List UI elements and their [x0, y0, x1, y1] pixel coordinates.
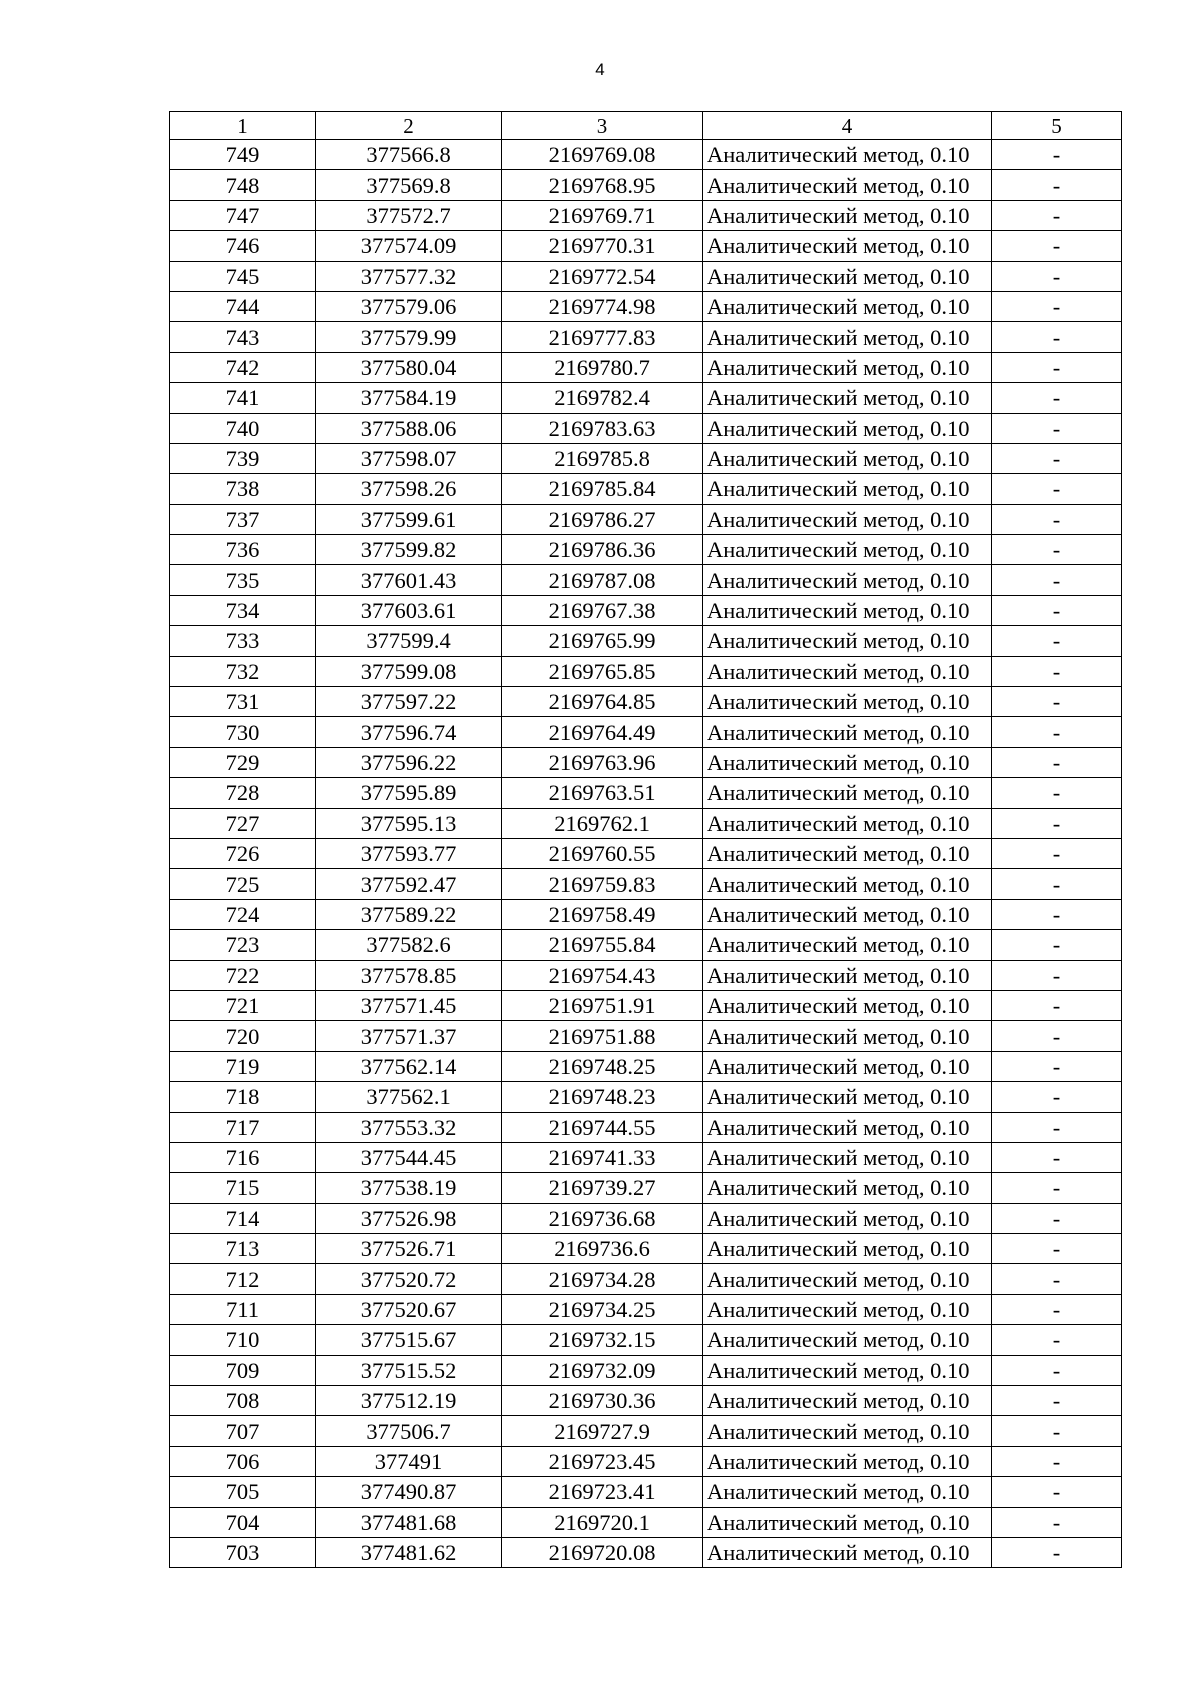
table-row: [170, 1386, 1122, 1416]
point-number-cell: 747: [170, 200, 316, 230]
x-coordinate-cell: 377588.06: [316, 413, 502, 443]
x-coordinate-cell: 377515.52: [316, 1355, 502, 1385]
y-coordinate-cell: 2169730.36: [502, 1386, 703, 1416]
table-row: [170, 1446, 1122, 1476]
description-cell: -: [992, 1051, 1122, 1081]
description-cell: -: [992, 1446, 1122, 1476]
y-coordinate-cell: 2169785.8: [502, 443, 703, 473]
point-number-cell: 712: [170, 1264, 316, 1294]
description-cell: -: [992, 261, 1122, 291]
description-cell: -: [992, 352, 1122, 382]
description-cell: -: [992, 231, 1122, 261]
y-coordinate-cell: 2169744.55: [502, 1112, 703, 1142]
table-row: [170, 1142, 1122, 1172]
method-accuracy-cell: Аналитический метод, 0.10: [703, 626, 992, 656]
table-row: [170, 1355, 1122, 1385]
point-number-cell: 722: [170, 960, 316, 990]
header-cell-1: 1: [170, 112, 316, 140]
y-coordinate-cell: 2169736.6: [502, 1234, 703, 1264]
x-coordinate-cell: 377562.1: [316, 1082, 502, 1112]
table-row: [170, 747, 1122, 777]
method-accuracy-cell: Аналитический метод, 0.10: [703, 595, 992, 625]
y-coordinate-cell: 2169770.31: [502, 231, 703, 261]
method-accuracy-cell: Аналитический метод, 0.10: [703, 1477, 992, 1507]
method-accuracy-cell: Аналитический метод, 0.10: [703, 687, 992, 717]
table-row: [170, 413, 1122, 443]
table-row: [170, 990, 1122, 1020]
y-coordinate-cell: 2169732.09: [502, 1355, 703, 1385]
x-coordinate-cell: 377538.19: [316, 1173, 502, 1203]
x-coordinate-cell: 377601.43: [316, 565, 502, 595]
y-coordinate-cell: 2169762.1: [502, 808, 703, 838]
table-row: [170, 626, 1122, 656]
x-coordinate-cell: 377520.67: [316, 1294, 502, 1324]
point-number-cell: 703: [170, 1537, 316, 1567]
method-accuracy-cell: Аналитический метод, 0.10: [703, 1173, 992, 1203]
x-coordinate-cell: 377597.22: [316, 687, 502, 717]
description-cell: -: [992, 930, 1122, 960]
point-number-cell: 749: [170, 140, 316, 170]
table-row: [170, 383, 1122, 413]
table-row: [170, 717, 1122, 747]
method-accuracy-cell: Аналитический метод, 0.10: [703, 170, 992, 200]
table-row: [170, 1051, 1122, 1081]
description-cell: -: [992, 1355, 1122, 1385]
y-coordinate-cell: 2169760.55: [502, 838, 703, 868]
description-cell: -: [992, 1021, 1122, 1051]
description-cell: -: [992, 1416, 1122, 1446]
y-coordinate-cell: 2169786.36: [502, 535, 703, 565]
description-cell: -: [992, 1507, 1122, 1537]
x-coordinate-cell: 377481.62: [316, 1537, 502, 1567]
x-coordinate-cell: 377571.45: [316, 990, 502, 1020]
x-coordinate-cell: 377574.09: [316, 231, 502, 261]
description-cell: -: [992, 383, 1122, 413]
table-row: [170, 474, 1122, 504]
point-number-cell: 731: [170, 687, 316, 717]
table-row: [170, 595, 1122, 625]
method-accuracy-cell: Аналитический метод, 0.10: [703, 747, 992, 777]
table-row: [170, 1112, 1122, 1142]
header-cell-4: 4: [703, 112, 992, 140]
y-coordinate-cell: 2169786.27: [502, 504, 703, 534]
table-row: [170, 869, 1122, 899]
table-body: [170, 140, 1122, 1568]
method-accuracy-cell: Аналитический метод, 0.10: [703, 1416, 992, 1446]
description-cell: -: [992, 1477, 1122, 1507]
description-cell: -: [992, 595, 1122, 625]
method-accuracy-cell: Аналитический метод, 0.10: [703, 443, 992, 473]
y-coordinate-cell: 2169782.4: [502, 383, 703, 413]
table-row: [170, 960, 1122, 990]
description-cell: -: [992, 322, 1122, 352]
point-number-cell: 746: [170, 231, 316, 261]
x-coordinate-cell: 377580.04: [316, 352, 502, 382]
method-accuracy-cell: Аналитический метод, 0.10: [703, 1203, 992, 1233]
y-coordinate-cell: 2169780.7: [502, 352, 703, 382]
description-cell: -: [992, 960, 1122, 990]
method-accuracy-cell: Аналитический метод, 0.10: [703, 778, 992, 808]
coordinates-table: [169, 111, 1122, 1568]
point-number-cell: 721: [170, 990, 316, 1020]
method-accuracy-cell: Аналитический метод, 0.10: [703, 656, 992, 686]
description-cell: -: [992, 687, 1122, 717]
table-row: [170, 778, 1122, 808]
description-cell: -: [992, 413, 1122, 443]
table-row: [170, 1021, 1122, 1051]
table-row: [170, 291, 1122, 321]
method-accuracy-cell: Аналитический метод, 0.10: [703, 1051, 992, 1081]
table-row: [170, 1325, 1122, 1355]
table-row: [170, 1477, 1122, 1507]
y-coordinate-cell: 2169758.49: [502, 899, 703, 929]
point-number-cell: 713: [170, 1234, 316, 1264]
point-number-cell: 748: [170, 170, 316, 200]
y-coordinate-cell: 2169741.33: [502, 1142, 703, 1172]
y-coordinate-cell: 2169755.84: [502, 930, 703, 960]
x-coordinate-cell: 377582.6: [316, 930, 502, 960]
x-coordinate-cell: 377593.77: [316, 838, 502, 868]
method-accuracy-cell: Аналитический метод, 0.10: [703, 565, 992, 595]
description-cell: -: [992, 808, 1122, 838]
table-row: [170, 1264, 1122, 1294]
point-number-cell: 725: [170, 869, 316, 899]
point-number-cell: 718: [170, 1082, 316, 1112]
point-number-cell: 706: [170, 1446, 316, 1476]
description-cell: -: [992, 1325, 1122, 1355]
x-coordinate-cell: 377595.89: [316, 778, 502, 808]
point-number-cell: 728: [170, 778, 316, 808]
description-cell: -: [992, 565, 1122, 595]
point-number-cell: 726: [170, 838, 316, 868]
point-number-cell: 729: [170, 747, 316, 777]
x-coordinate-cell: 377599.61: [316, 504, 502, 534]
point-number-cell: 704: [170, 1507, 316, 1537]
table-header: [170, 112, 1122, 140]
header-cell-5: 5: [992, 112, 1122, 140]
method-accuracy-cell: Аналитический метод, 0.10: [703, 838, 992, 868]
x-coordinate-cell: 377515.67: [316, 1325, 502, 1355]
y-coordinate-cell: 2169769.71: [502, 200, 703, 230]
y-coordinate-cell: 2169754.43: [502, 960, 703, 990]
description-cell: -: [992, 1203, 1122, 1233]
y-coordinate-cell: 2169763.51: [502, 778, 703, 808]
y-coordinate-cell: 2169727.9: [502, 1416, 703, 1446]
method-accuracy-cell: Аналитический метод, 0.10: [703, 504, 992, 534]
description-cell: -: [992, 1173, 1122, 1203]
x-coordinate-cell: 377578.85: [316, 960, 502, 990]
table-row: [170, 261, 1122, 291]
y-coordinate-cell: 2169739.27: [502, 1173, 703, 1203]
method-accuracy-cell: Аналитический метод, 0.10: [703, 383, 992, 413]
method-accuracy-cell: Аналитический метод, 0.10: [703, 1294, 992, 1324]
point-number-cell: 720: [170, 1021, 316, 1051]
y-coordinate-cell: 2169751.91: [502, 990, 703, 1020]
y-coordinate-cell: 2169748.23: [502, 1082, 703, 1112]
x-coordinate-cell: 377596.22: [316, 747, 502, 777]
y-coordinate-cell: 2169720.08: [502, 1537, 703, 1567]
x-coordinate-cell: 377596.74: [316, 717, 502, 747]
y-coordinate-cell: 2169768.95: [502, 170, 703, 200]
point-number-cell: 719: [170, 1051, 316, 1081]
y-coordinate-cell: 2169723.45: [502, 1446, 703, 1476]
table-row: [170, 1537, 1122, 1567]
y-coordinate-cell: 2169720.1: [502, 1507, 703, 1537]
y-coordinate-cell: 2169767.38: [502, 595, 703, 625]
method-accuracy-cell: Аналитический метод, 0.10: [703, 717, 992, 747]
x-coordinate-cell: 377598.26: [316, 474, 502, 504]
table-row: [170, 140, 1122, 170]
y-coordinate-cell: 2169723.41: [502, 1477, 703, 1507]
x-coordinate-cell: 377579.06: [316, 291, 502, 321]
x-coordinate-cell: 377598.07: [316, 443, 502, 473]
point-number-cell: 709: [170, 1355, 316, 1385]
description-cell: -: [992, 443, 1122, 473]
y-coordinate-cell: 2169783.63: [502, 413, 703, 443]
method-accuracy-cell: Аналитический метод, 0.10: [703, 413, 992, 443]
x-coordinate-cell: 377571.37: [316, 1021, 502, 1051]
y-coordinate-cell: 2169765.85: [502, 656, 703, 686]
point-number-cell: 745: [170, 261, 316, 291]
table-row: [170, 1416, 1122, 1446]
header-cell-3: 3: [502, 112, 703, 140]
point-number-cell: 710: [170, 1325, 316, 1355]
description-cell: -: [992, 626, 1122, 656]
method-accuracy-cell: Аналитический метод, 0.10: [703, 261, 992, 291]
method-accuracy-cell: Аналитический метод, 0.10: [703, 930, 992, 960]
header-cell-2: 2: [316, 112, 502, 140]
point-number-cell: 711: [170, 1294, 316, 1324]
x-coordinate-cell: 377491: [316, 1446, 502, 1476]
x-coordinate-cell: 377520.72: [316, 1264, 502, 1294]
description-cell: -: [992, 990, 1122, 1020]
description-cell: -: [992, 1142, 1122, 1172]
x-coordinate-cell: 377481.68: [316, 1507, 502, 1537]
point-number-cell: 741: [170, 383, 316, 413]
description-cell: -: [992, 1294, 1122, 1324]
method-accuracy-cell: Аналитический метод, 0.10: [703, 322, 992, 352]
description-cell: -: [992, 899, 1122, 929]
point-number-cell: 730: [170, 717, 316, 747]
point-number-cell: 738: [170, 474, 316, 504]
x-coordinate-cell: 377562.14: [316, 1051, 502, 1081]
header-row: [170, 112, 1122, 140]
description-cell: -: [992, 1082, 1122, 1112]
description-cell: -: [992, 656, 1122, 686]
description-cell: -: [992, 869, 1122, 899]
point-number-cell: 739: [170, 443, 316, 473]
method-accuracy-cell: Аналитический метод, 0.10: [703, 1234, 992, 1264]
method-accuracy-cell: Аналитический метод, 0.10: [703, 1082, 992, 1112]
description-cell: -: [992, 140, 1122, 170]
point-number-cell: 705: [170, 1477, 316, 1507]
x-coordinate-cell: 377506.7: [316, 1416, 502, 1446]
description-cell: -: [992, 170, 1122, 200]
y-coordinate-cell: 2169748.25: [502, 1051, 703, 1081]
point-number-cell: 743: [170, 322, 316, 352]
table-row: [170, 200, 1122, 230]
method-accuracy-cell: Аналитический метод, 0.10: [703, 1021, 992, 1051]
point-number-cell: 733: [170, 626, 316, 656]
method-accuracy-cell: Аналитический метод, 0.10: [703, 808, 992, 838]
table-row: [170, 930, 1122, 960]
x-coordinate-cell: 377544.45: [316, 1142, 502, 1172]
point-number-cell: 737: [170, 504, 316, 534]
y-coordinate-cell: 2169765.99: [502, 626, 703, 656]
x-coordinate-cell: 377599.4: [316, 626, 502, 656]
y-coordinate-cell: 2169764.85: [502, 687, 703, 717]
description-cell: -: [992, 1264, 1122, 1294]
y-coordinate-cell: 2169769.08: [502, 140, 703, 170]
method-accuracy-cell: Аналитический метод, 0.10: [703, 352, 992, 382]
y-coordinate-cell: 2169734.25: [502, 1294, 703, 1324]
y-coordinate-cell: 2169777.83: [502, 322, 703, 352]
y-coordinate-cell: 2169785.84: [502, 474, 703, 504]
method-accuracy-cell: Аналитический метод, 0.10: [703, 1446, 992, 1476]
description-cell: -: [992, 778, 1122, 808]
description-cell: -: [992, 838, 1122, 868]
table-row: [170, 1173, 1122, 1203]
y-coordinate-cell: 2169759.83: [502, 869, 703, 899]
table-row: [170, 1203, 1122, 1233]
x-coordinate-cell: 377572.7: [316, 200, 502, 230]
x-coordinate-cell: 377512.19: [316, 1386, 502, 1416]
y-coordinate-cell: 2169787.08: [502, 565, 703, 595]
point-number-cell: 742: [170, 352, 316, 382]
method-accuracy-cell: Аналитический метод, 0.10: [703, 869, 992, 899]
description-cell: -: [992, 200, 1122, 230]
method-accuracy-cell: Аналитический метод, 0.10: [703, 1386, 992, 1416]
point-number-cell: 707: [170, 1416, 316, 1446]
y-coordinate-cell: 2169764.49: [502, 717, 703, 747]
point-number-cell: 715: [170, 1173, 316, 1203]
method-accuracy-cell: Аналитический метод, 0.10: [703, 140, 992, 170]
table-row: [170, 1082, 1122, 1112]
description-cell: -: [992, 474, 1122, 504]
table-row: [170, 1234, 1122, 1264]
table-row: [170, 443, 1122, 473]
point-number-cell: 736: [170, 535, 316, 565]
method-accuracy-cell: Аналитический метод, 0.10: [703, 535, 992, 565]
table-row: [170, 808, 1122, 838]
table-row: [170, 231, 1122, 261]
x-coordinate-cell: 377592.47: [316, 869, 502, 899]
method-accuracy-cell: Аналитический метод, 0.10: [703, 899, 992, 929]
method-accuracy-cell: Аналитический метод, 0.10: [703, 1112, 992, 1142]
x-coordinate-cell: 377595.13: [316, 808, 502, 838]
x-coordinate-cell: 377526.71: [316, 1234, 502, 1264]
table-row: [170, 322, 1122, 352]
method-accuracy-cell: Аналитический метод, 0.10: [703, 1325, 992, 1355]
table-row: [170, 170, 1122, 200]
point-number-cell: 723: [170, 930, 316, 960]
description-cell: -: [992, 717, 1122, 747]
y-coordinate-cell: 2169763.96: [502, 747, 703, 777]
description-cell: -: [992, 747, 1122, 777]
point-number-cell: 716: [170, 1142, 316, 1172]
method-accuracy-cell: Аналитический метод, 0.10: [703, 474, 992, 504]
x-coordinate-cell: 377577.32: [316, 261, 502, 291]
description-cell: -: [992, 504, 1122, 534]
point-number-cell: 717: [170, 1112, 316, 1142]
x-coordinate-cell: 377579.99: [316, 322, 502, 352]
x-coordinate-cell: 377566.8: [316, 140, 502, 170]
x-coordinate-cell: 377599.82: [316, 535, 502, 565]
table-row: [170, 899, 1122, 929]
method-accuracy-cell: Аналитический метод, 0.10: [703, 200, 992, 230]
description-cell: -: [992, 1386, 1122, 1416]
description-cell: -: [992, 291, 1122, 321]
x-coordinate-cell: 377589.22: [316, 899, 502, 929]
method-accuracy-cell: Аналитический метод, 0.10: [703, 960, 992, 990]
x-coordinate-cell: 377526.98: [316, 1203, 502, 1233]
method-accuracy-cell: Аналитический метод, 0.10: [703, 291, 992, 321]
table-row: [170, 687, 1122, 717]
table-row: [170, 1507, 1122, 1537]
point-number-cell: 735: [170, 565, 316, 595]
table-row: [170, 352, 1122, 382]
description-cell: -: [992, 1537, 1122, 1567]
y-coordinate-cell: 2169736.68: [502, 1203, 703, 1233]
method-accuracy-cell: Аналитический метод, 0.10: [703, 1142, 992, 1172]
method-accuracy-cell: Аналитический метод, 0.10: [703, 1507, 992, 1537]
point-number-cell: 714: [170, 1203, 316, 1233]
description-cell: -: [992, 1112, 1122, 1142]
point-number-cell: 708: [170, 1386, 316, 1416]
method-accuracy-cell: Аналитический метод, 0.10: [703, 1537, 992, 1567]
method-accuracy-cell: Аналитический метод, 0.10: [703, 231, 992, 261]
y-coordinate-cell: 2169751.88: [502, 1021, 703, 1051]
page-number: 4: [595, 60, 605, 79]
table-row: [170, 504, 1122, 534]
description-cell: -: [992, 1234, 1122, 1264]
y-coordinate-cell: 2169772.54: [502, 261, 703, 291]
table-row: [170, 1294, 1122, 1324]
point-number-cell: 744: [170, 291, 316, 321]
x-coordinate-cell: 377584.19: [316, 383, 502, 413]
point-number-cell: 740: [170, 413, 316, 443]
point-number-cell: 724: [170, 899, 316, 929]
method-accuracy-cell: Аналитический метод, 0.10: [703, 1264, 992, 1294]
y-coordinate-cell: 2169774.98: [502, 291, 703, 321]
y-coordinate-cell: 2169734.28: [502, 1264, 703, 1294]
table-row: [170, 535, 1122, 565]
y-coordinate-cell: 2169732.15: [502, 1325, 703, 1355]
x-coordinate-cell: 377603.61: [316, 595, 502, 625]
table-row: [170, 838, 1122, 868]
method-accuracy-cell: Аналитический метод, 0.10: [703, 1355, 992, 1385]
point-number-cell: 732: [170, 656, 316, 686]
description-cell: -: [992, 535, 1122, 565]
x-coordinate-cell: 377553.32: [316, 1112, 502, 1142]
table-row: [170, 656, 1122, 686]
x-coordinate-cell: 377569.8: [316, 170, 502, 200]
table-row: [170, 565, 1122, 595]
point-number-cell: 727: [170, 808, 316, 838]
x-coordinate-cell: 377490.87: [316, 1477, 502, 1507]
point-number-cell: 734: [170, 595, 316, 625]
x-coordinate-cell: 377599.08: [316, 656, 502, 686]
method-accuracy-cell: Аналитический метод, 0.10: [703, 990, 992, 1020]
